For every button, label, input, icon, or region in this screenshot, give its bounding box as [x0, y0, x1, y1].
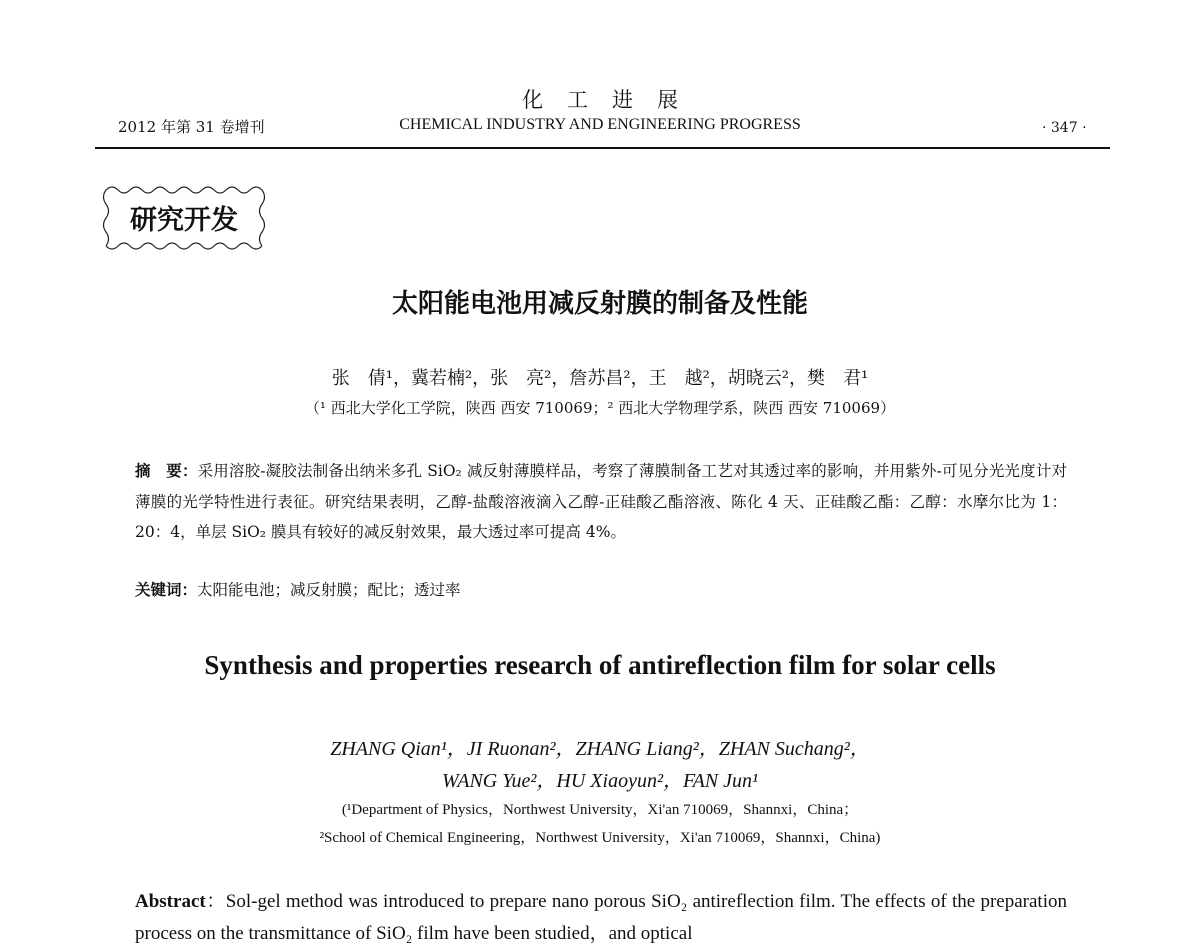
- affiliation-en-line-1: (¹Department of Physics，Northwest University，Xi'an 710069，Shannxi，China；: [341, 802, 859, 818]
- abstract-en-label: Abstract: [135, 891, 206, 912]
- keywords-cn-label: 关键词：: [135, 581, 198, 599]
- issue-info: 2012 年第 31 卷增刊: [118, 118, 265, 136]
- section-badge: [100, 180, 268, 254]
- affiliation-cn: （¹ 西北大学化工学院，陕西 西安 710069；² 西北大学物理学系，陕西 西安 710069）: [304, 399, 896, 417]
- journal-title-cn: 化工进展: [522, 88, 702, 112]
- abstract-en-text: ：Sol-gel method was introduced to prepare nano porous SiO₂ antireflection film. The effects of the preparation process on the transmittance of SiO₂ film have been studied，and optical: [135, 891, 1067, 944]
- journal-title-en: CHEMICAL INDUSTRY AND ENGINEERING PROGRESS: [399, 116, 801, 133]
- paper-title-cn: 太阳能电池用减反射膜的制备及性能: [391, 289, 808, 319]
- affiliation-en-line-2: ²School of Chemical Engineering，Northwest University，Xi'an 710069，Shannxi，China): [319, 830, 881, 846]
- abstract-cn-text: 采用溶胶-凝胶法制备出纳米多孔 SiO₂ 减反射薄膜样品，考察了薄膜制备工艺对其透过率的影响，并用紫外-可见分光光度计对薄膜的光学特性进行表征。研究结果表明，乙醇-盐酸溶液滴入乙醇-正硅酸乙酯溶液、陈化 4 天、正硅酸乙酯：乙醇：水摩尔比为 1：20：4，单层 SiO₂ 膜具有较好的减反射效果，最大透过率可提高 4%。: [135, 462, 1067, 541]
- authors-en-line-1: ZHANG Qian¹，JI Ruonan²，ZHANG Liang²，ZHAN Suchang²，: [330, 738, 870, 760]
- keywords-cn: [135, 578, 461, 600]
- authors-cn: 张 倩¹，冀若楠²，张 亮²，詹苏昌²，王 越²，胡晓云²，樊 君¹: [331, 368, 869, 389]
- page-number: · 347 ·: [1042, 120, 1087, 136]
- abstract-en: [135, 886, 1067, 950]
- abstract-cn: [135, 456, 1067, 548]
- keywords-cn-text: 太阳能电池；减反射膜；配比；透过率: [197, 581, 461, 599]
- authors-en-line-2: WANG Yue²，HU Xiaoyun²，FAN Jun¹: [441, 770, 759, 792]
- abstract-cn-label: 摘 要：: [135, 462, 198, 480]
- section-badge-label: 研究开发: [130, 205, 238, 236]
- paper-title-en: Synthesis and properties research of antireflection film for solar cells: [204, 650, 996, 680]
- header-rule: [95, 147, 1110, 149]
